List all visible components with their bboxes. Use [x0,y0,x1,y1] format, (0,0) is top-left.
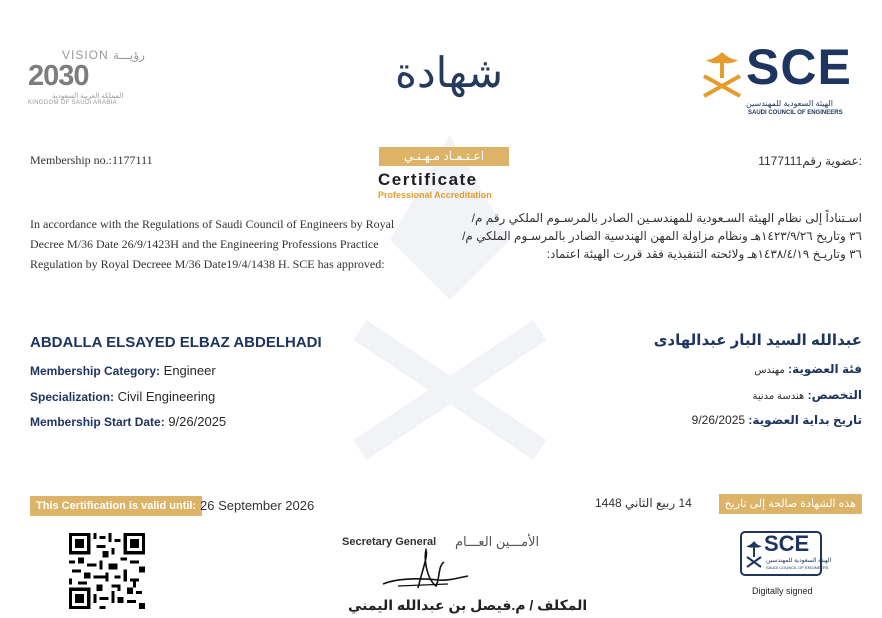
signer-name: المكلف / م.فيصل بن عبدالله اليمني [348,597,588,613]
sce-logo [700,39,865,120]
specialization-row-arabic [752,388,862,402]
qr-code[interactable] [68,533,146,609]
secretary-general-label-arabic: الأمـــين العـــام [455,534,540,549]
palm-swords-icon [700,48,744,102]
specialization-label: Specialization: [30,390,115,404]
specialization-row [30,389,215,404]
membership-value-ar: 1177111 [758,154,803,168]
category-row [30,363,216,378]
start-date-value-ar: 9/26/2025 [691,413,746,427]
vision-2030-logo [28,48,145,108]
specialization-label-ar: التخصص: [807,388,862,402]
vision-english: KINGDOM OF SAUDI ARABIA [28,100,117,106]
membership-label: Membership no.: [30,153,112,167]
membership-label-ar: عضوية رقم: [802,154,862,168]
category-value-ar: مهندس [754,365,785,376]
sce-logo-text: SCE [746,39,852,95]
certificate-title: Certificate [378,170,478,189]
start-date-label: Membership Start Date: [30,415,165,429]
member-name-arabic: عبدالله السيد البار عبدالهادى [653,332,862,349]
accreditation-badge: اعـتـمـاد مـهـنـي [379,147,509,166]
validity-date: 26 September 2026 [200,498,315,513]
category-value: Engineer [163,363,216,378]
secretary-general-label: Secretary General [342,536,437,548]
start-date-value: 9/26/2025 [168,414,227,429]
seal-palm-icon [746,539,762,569]
membership-number-arabic [758,154,862,168]
vision-year: 2030 [28,60,89,92]
validity-label-arabic: هذه الشهادة صالحة إلى تاريخ [719,494,862,514]
start-date-label-ar: تاريخ بداية العضوية: [748,413,862,427]
title-arabic-text: شهادة [394,48,504,97]
category-label-ar: فئة العضوية: [788,362,862,376]
category-row-arabic [754,362,862,376]
vision-label: VISION رؤيـــة [62,48,145,62]
category-label: Membership Category: [30,364,161,378]
seal-text: SCE [764,531,810,556]
vision-arabic: المملكة العربية السعودية [52,93,124,100]
member-name-english: ABDALLA ELSAYED ELBAZ ABDELHADI [30,334,322,351]
start-date-row [30,414,226,429]
certificate-title-arabic [386,50,512,150]
membership-number [30,153,153,168]
validity-date-arabic: 14 ربيع الثاني 1448 [595,496,692,510]
validity-label: This Certification is valid until: [30,496,202,516]
handwritten-signature [378,548,478,600]
approval-paragraph-arabic: اسـتناداً إلى نظام الهيئة السـعودية للمهندسـين الصادر بالمرسـوم الملكي رقم م/٣٦ وتاريخ ١٤٢٣/٩/٢٦هـ ونظام مزاولة المهن الهندسية الصادر بالمرسـوم الملكي م/٣٦ وتاريـخ ١٤٣٨/٤/١٩هـ ولائحته التنفيذية فقد قررت الهيئة اعتماد: [462,211,862,261]
seal-arabic: الهيئة السعودية للمهندسين [766,558,832,564]
start-date-row-arabic [692,413,862,427]
approval-paragraph-english: In accordance with the Regulations of Saudi Council of Engineers by Royal Decree M/36 Date 26/9/1423H and the Engineering Professions Practice Regulation by Royal Decreee M/36 Date19/4/1438 H. SCE has approved: [30,217,395,271]
membership-value: 1177111 [112,153,153,167]
watermark-emblem [300,110,600,490]
certificate-subtitle: Professional Accreditation [378,190,492,200]
digitally-signed-label: Digitally signed [752,586,813,596]
specialization-value-ar: هندسة مدنية [752,391,805,402]
seal-english: SAUDI COUNCIL OF ENGINEERS [766,565,829,570]
specialization-value: Civil Engineering [117,389,216,404]
sce-digital-seal [740,531,832,576]
sce-logo-arabic: الهيئة السعودية للمهندسين [746,99,833,108]
sce-logo-english: SAUDI COUNCIL OF ENGINEERS [748,110,843,116]
